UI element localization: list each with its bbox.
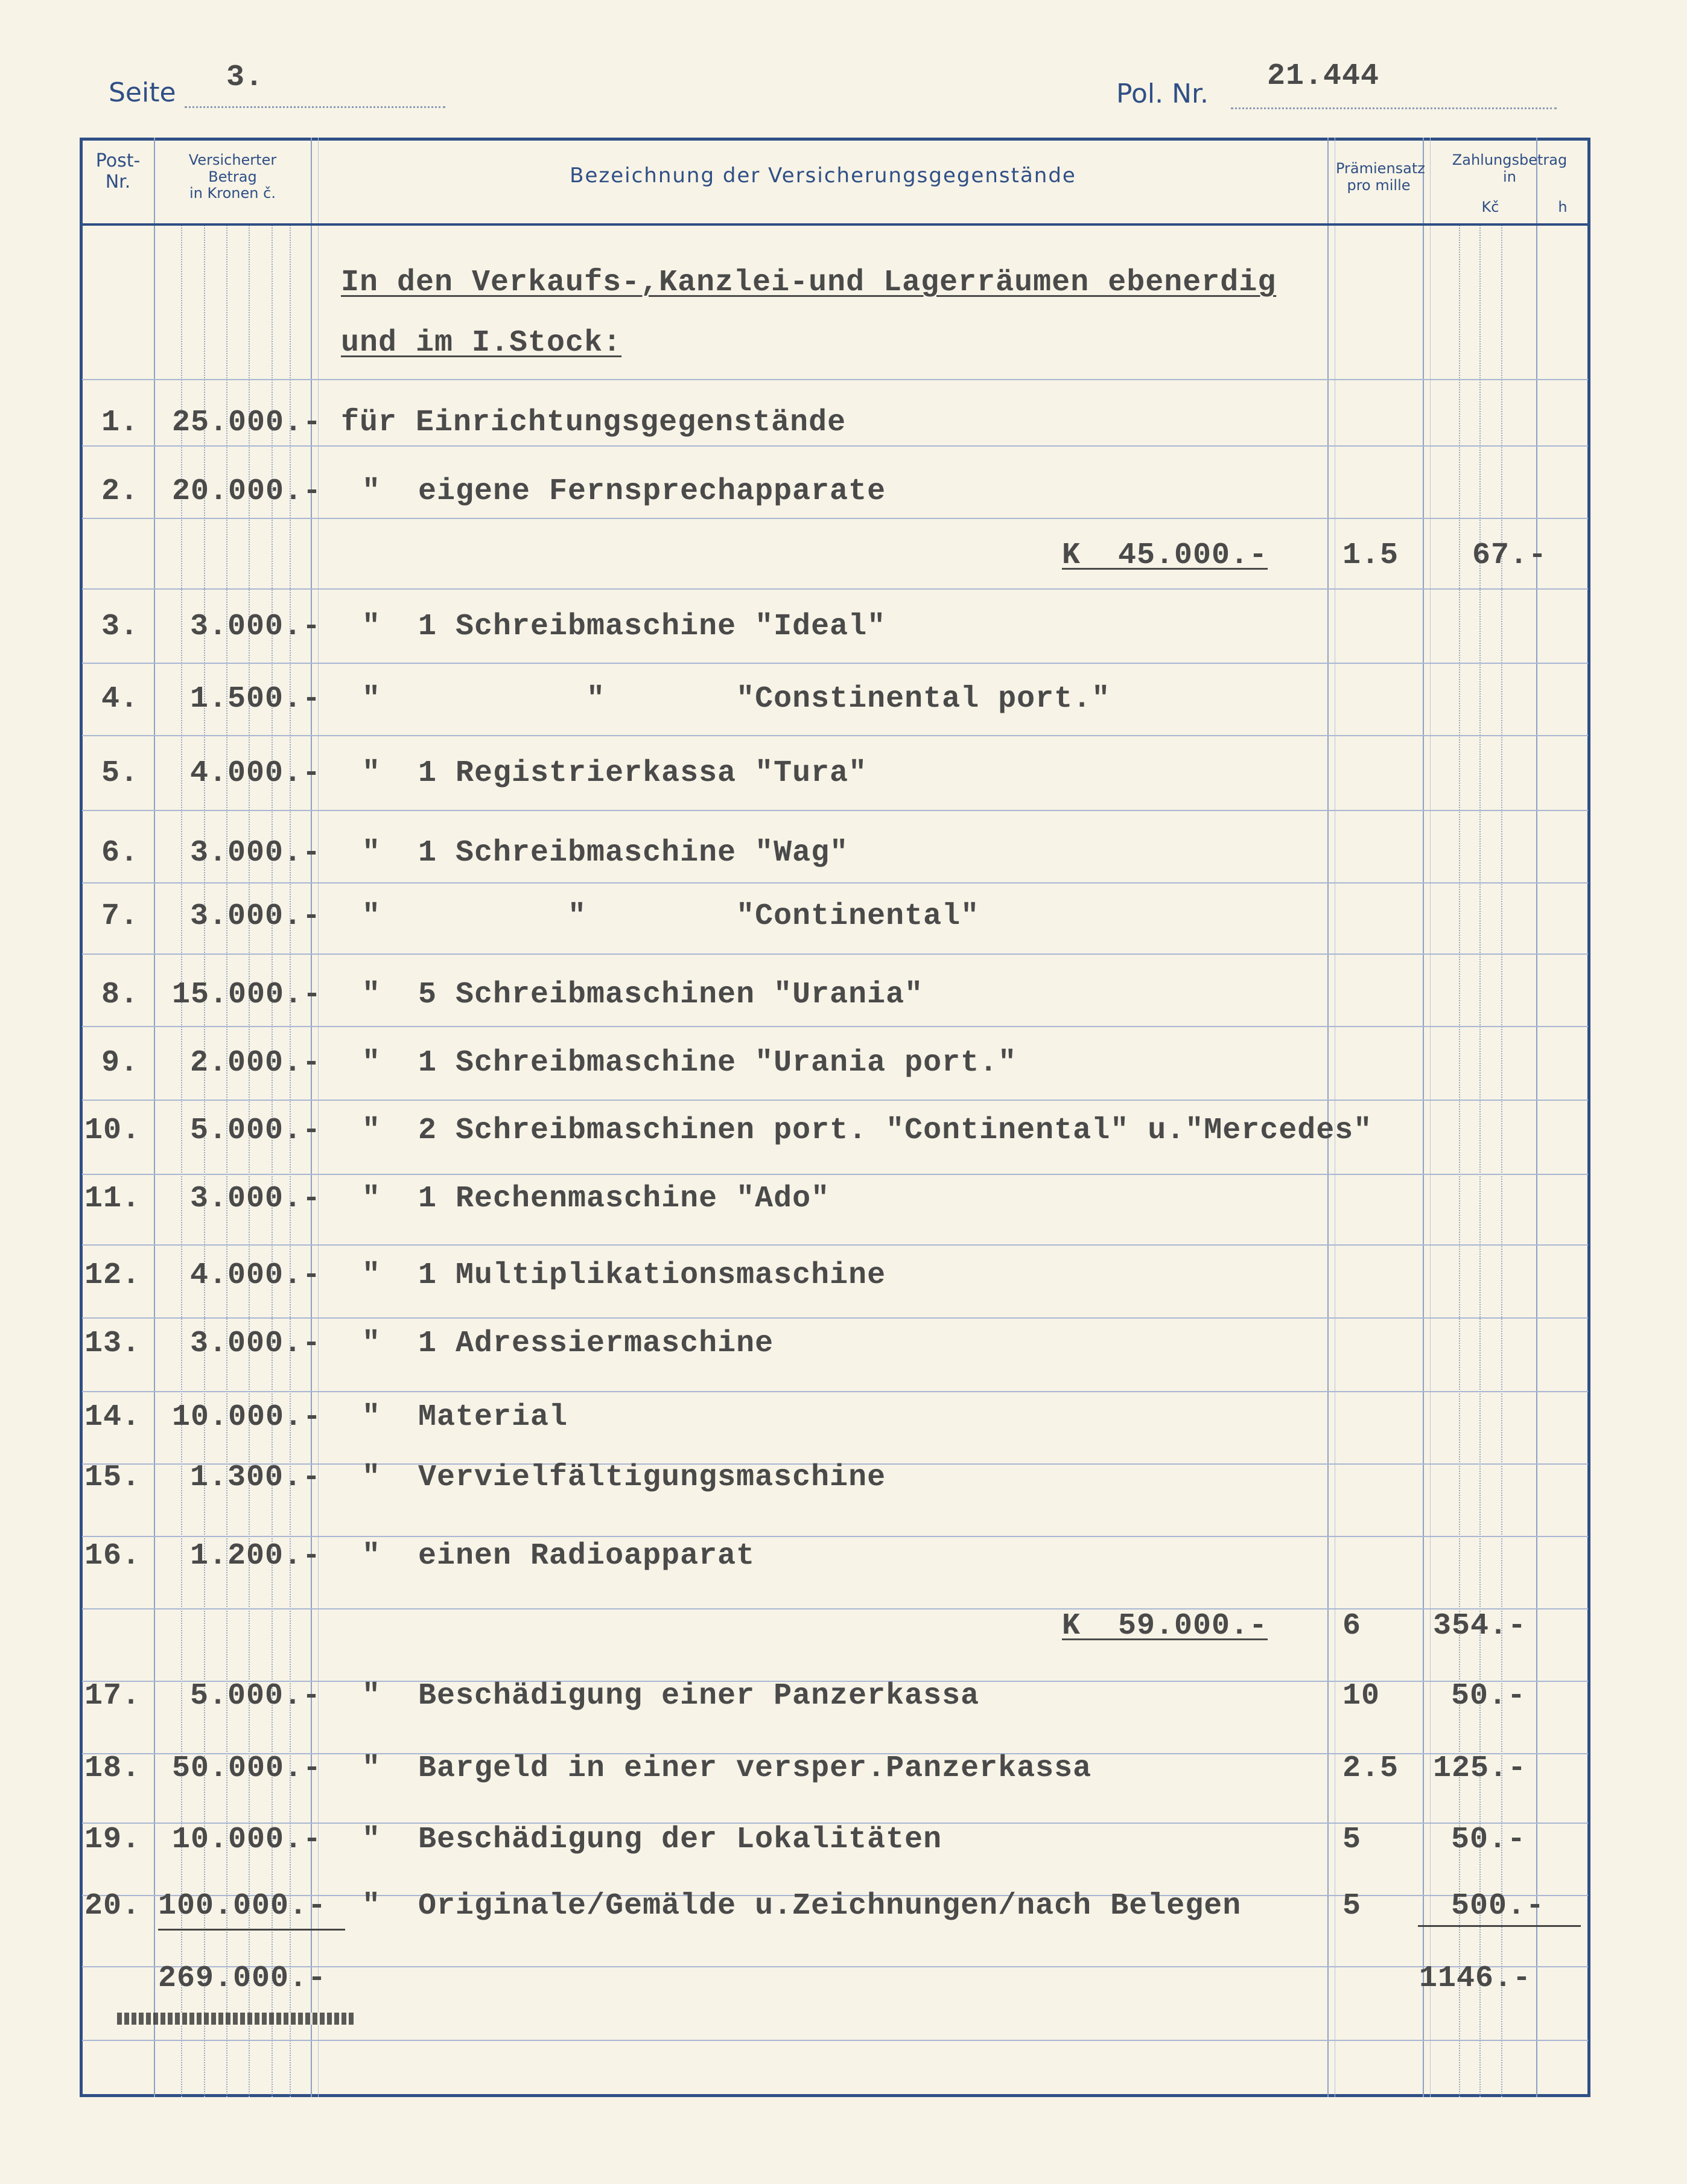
row-amount: 3.000.- <box>190 899 322 934</box>
row-description: " 1 Schreibmaschine "Wag" <box>362 836 849 870</box>
row-amount: 15.000.- <box>172 978 322 1012</box>
row-nr: 14. <box>84 1400 141 1434</box>
row-rule-12 <box>82 1174 1588 1175</box>
row-nr: 13. <box>84 1326 141 1361</box>
amount-header: Versicherter Betrag in Kronen č. <box>188 151 277 202</box>
row-rate: 2.5 <box>1342 1751 1399 1786</box>
row-nr: 12. <box>84 1258 141 1293</box>
row-payment: 50.- <box>1451 1823 1527 1857</box>
row-amount: 2.000.- <box>190 1046 322 1080</box>
seite-label: Seite <box>109 77 176 108</box>
row-amount: 20.000.- <box>172 474 322 509</box>
total-strikeout-mark <box>117 2013 354 2025</box>
row-amount: 50.000.- <box>172 1751 322 1786</box>
row-rule-9 <box>82 954 1588 955</box>
column-divider-rate-double <box>1430 138 1431 2097</box>
row-amount: 1.500.- <box>190 682 322 716</box>
row-amount: 4.000.- <box>190 1258 322 1293</box>
row-description: " Beschädigung der Lokalitäten <box>362 1823 942 1857</box>
row-rule-15 <box>82 1391 1588 1392</box>
row-rate: 5 <box>1342 1823 1362 1857</box>
row-rule-2 <box>82 445 1588 447</box>
row-description: " 1 Multiplikationsmaschine <box>362 1258 886 1293</box>
row-nr: 18. <box>84 1751 141 1786</box>
row-rule-10 <box>82 1026 1588 1027</box>
row-description: " " "Continental" <box>362 899 980 934</box>
row-rule-13 <box>82 1244 1588 1246</box>
row-rule-1 <box>82 379 1588 380</box>
row-description: " " "Constinental port." <box>362 682 1111 716</box>
row-nr: 20. <box>84 1889 141 1923</box>
row-description: " einen Radioapparat <box>362 1539 755 1573</box>
row-description: " 5 Schreibmaschinen "Urania" <box>362 978 924 1012</box>
row-description: " 1 Registrierkassa "Tura" <box>362 756 868 791</box>
row-rule-17 <box>82 1536 1588 1537</box>
row-nr: 6. <box>101 836 139 870</box>
pol-nr-value: 21.444 <box>1267 59 1380 94</box>
amount-total-rule <box>158 1929 345 1931</box>
pay-guide-2 <box>1479 223 1481 2097</box>
subtotal-payment: 67.- <box>1472 538 1548 573</box>
row-amount: 3.000.- <box>190 1182 322 1216</box>
row-amount: 3.000.- <box>190 610 322 644</box>
row-payment: 500.- <box>1451 1889 1545 1923</box>
row-rule-14 <box>82 1317 1588 1319</box>
section-heading-line-2: und im I.Stock: <box>341 326 622 360</box>
row-amount: 25.000.- <box>172 406 322 440</box>
row-nr: 2. <box>101 474 139 509</box>
row-nr: 16. <box>84 1539 141 1573</box>
row-amount: 100.000.- <box>158 1889 327 1923</box>
section-heading-line-1: In den Verkaufs-,Kanzlei-und Lagerräumen ebenerdig <box>341 266 1277 300</box>
row-rule-4 <box>82 588 1588 590</box>
row-payment: 125.- <box>1433 1751 1527 1786</box>
row-rule-3 <box>82 518 1588 519</box>
row-amount: 1.300.- <box>190 1460 322 1495</box>
row-rule-18 <box>82 1608 1588 1609</box>
h-header: h <box>1558 199 1568 215</box>
column-divider-post <box>154 138 155 2097</box>
row-description: " Originale/Gemälde u.Zeichnungen/nach Belegen <box>362 1889 1242 1923</box>
row-description: " Vervielfältigungsmaschine <box>362 1460 886 1495</box>
rate-header: Prämiensatz pro mille <box>1336 160 1425 194</box>
row-rule-5 <box>82 663 1588 664</box>
row-rate: 10 <box>1342 1679 1380 1713</box>
description-header: Bezeichnung der Versicherungsgegenstände <box>570 164 1076 188</box>
row-nr: 11. <box>84 1182 141 1216</box>
row-rule-7 <box>82 810 1588 811</box>
pay-guide-1 <box>1459 223 1460 2097</box>
row-nr: 17. <box>84 1679 141 1713</box>
row-nr: 3. <box>101 610 139 644</box>
row-amount: 10.000.- <box>172 1823 322 1857</box>
row-description: " Beschädigung einer Panzerkassa <box>362 1679 980 1713</box>
row-description: " 1 Rechenmaschine "Ado" <box>362 1182 830 1216</box>
header-separator <box>82 223 1588 226</box>
row-nr: 4. <box>101 682 139 716</box>
row-nr: 10. <box>84 1113 141 1148</box>
pay-guide-3 <box>1501 223 1502 2097</box>
row-description: " Bargeld in einer versper.Panzerkassa <box>362 1751 1092 1786</box>
row-nr: 1. <box>101 406 139 440</box>
subtotal-rate: 1.5 <box>1342 538 1399 573</box>
row-rule-11 <box>82 1100 1588 1101</box>
row-rule-8 <box>82 882 1588 883</box>
column-divider-kc <box>1536 138 1537 2097</box>
row-description: " eigene Fernsprechapparate <box>362 474 886 509</box>
pol-nr-label: Pol. Nr. <box>1116 78 1209 109</box>
subtotal-description: K 59.000.- <box>1062 1609 1268 1643</box>
row-payment: 50.- <box>1451 1679 1527 1713</box>
subtotal-payment: 354.- <box>1433 1609 1527 1643</box>
row-rate: 5 <box>1342 1889 1362 1923</box>
row-amount: 4.000.- <box>190 756 322 791</box>
row-description: " 1 Schreibmaschine "Ideal" <box>362 610 886 644</box>
payment-header: Zahlungsbetrag in <box>1452 151 1568 185</box>
subtotal-description: K 45.000.- <box>1062 538 1268 573</box>
amount-total: 269.000.- <box>158 1961 327 1996</box>
subtotal-rate: 6 <box>1342 1609 1362 1643</box>
row-rule-24 <box>82 2040 1588 2041</box>
row-amount: 5.000.- <box>190 1113 322 1148</box>
row-description: für Einrichtungsgegenstände <box>341 406 847 440</box>
row-nr: 5. <box>101 756 139 791</box>
column-divider-rate <box>1423 138 1424 2097</box>
row-amount: 10.000.- <box>172 1400 322 1434</box>
row-description: " 1 Adressiermaschine <box>362 1326 774 1361</box>
row-description: " 1 Schreibmaschine "Urania port." <box>362 1046 1017 1080</box>
seite-value: 3. <box>226 60 264 95</box>
pol-nr-dotted-line <box>1231 107 1557 109</box>
row-description: " 2 Schreibmaschinen port. "Continental" u."Mercedes" <box>362 1113 1373 1148</box>
kc-header: Kč <box>1481 199 1499 215</box>
row-nr: 19. <box>84 1823 141 1857</box>
row-description: " Material <box>362 1400 568 1434</box>
row-nr: 8. <box>101 978 139 1012</box>
row-amount: 3.000.- <box>190 836 322 870</box>
post-nr-header: Post- Nr. <box>95 150 141 193</box>
row-nr: 7. <box>101 899 139 934</box>
payment-total-rule <box>1418 1925 1581 1927</box>
row-amount: 5.000.- <box>190 1679 322 1713</box>
payment-total: 1146.- <box>1419 1961 1532 1996</box>
row-nr: 9. <box>101 1046 139 1080</box>
row-rule-6 <box>82 735 1588 736</box>
row-amount: 1.200.- <box>190 1539 322 1573</box>
row-nr: 15. <box>84 1460 141 1495</box>
row-amount: 3.000.- <box>190 1326 322 1361</box>
seite-dotted-line <box>185 106 445 108</box>
